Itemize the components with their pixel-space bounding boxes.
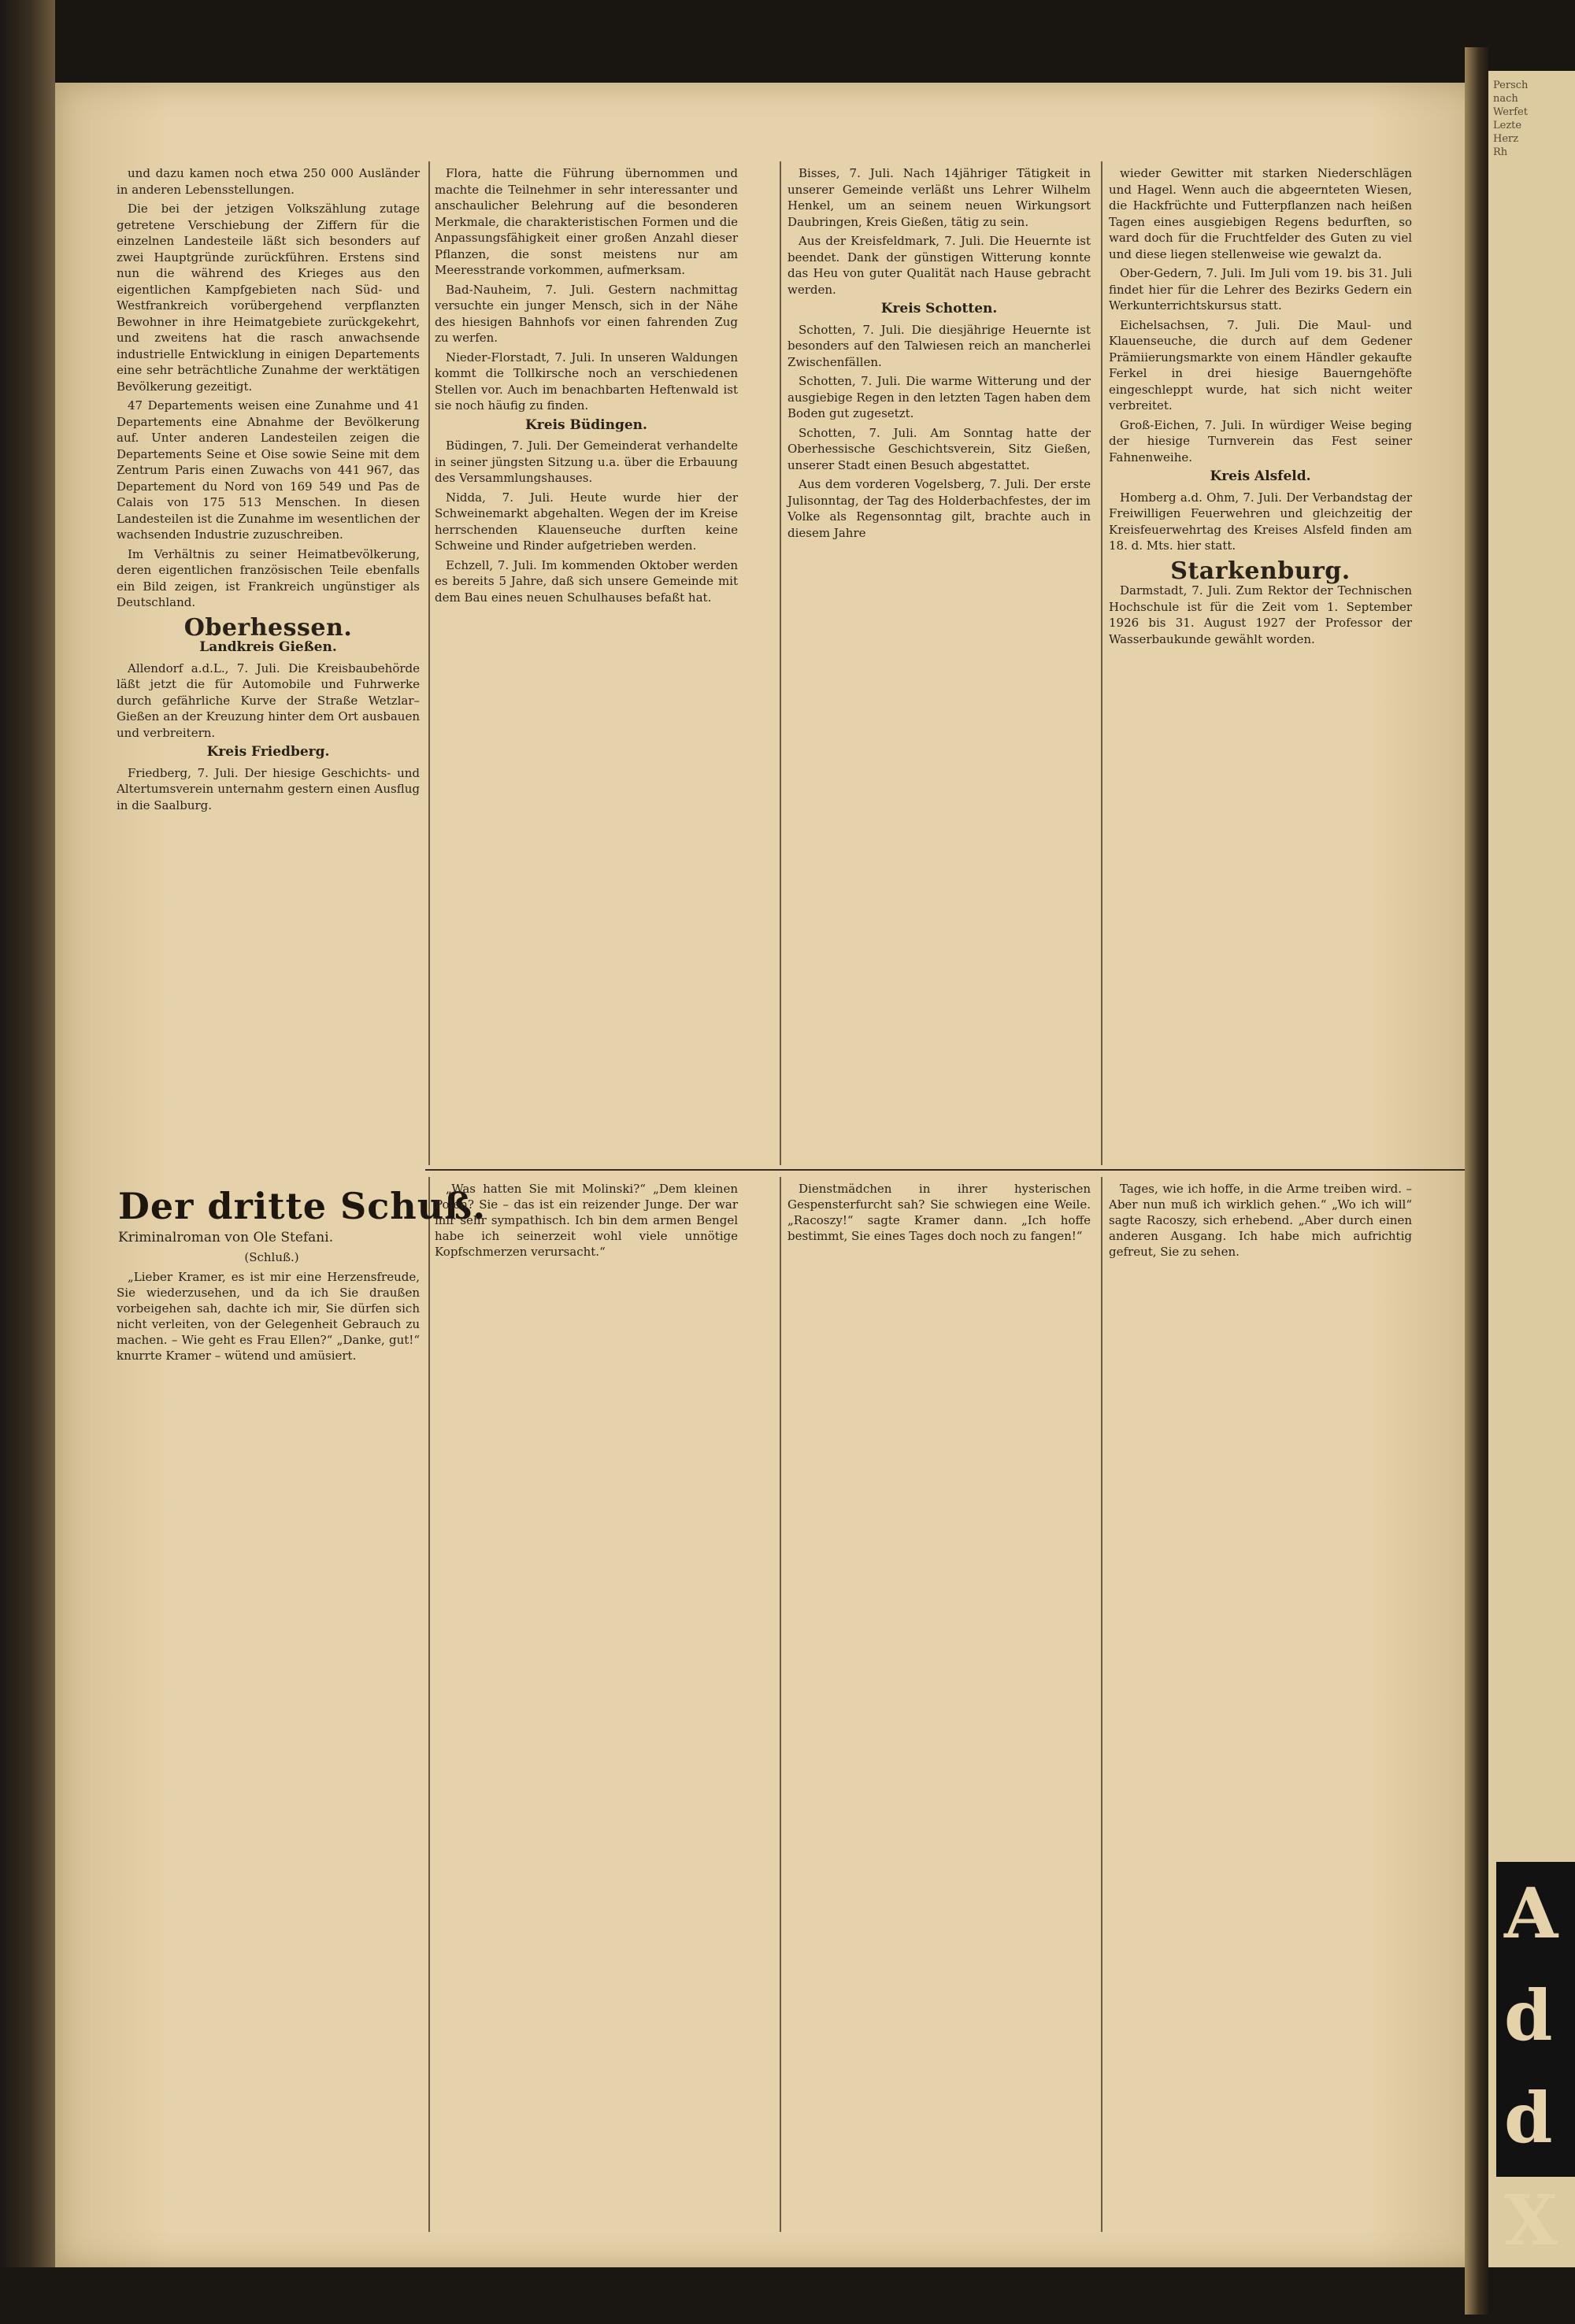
article-paragraph: Im Verhältnis zu seiner Heimatbevölkerung, deren eigentlichen französischen Teile ebenfalls ein Bild zeigen, ist Frankreich ungünstiger als Deutschland. xyxy=(117,546,420,609)
scan-background-left xyxy=(0,0,55,2324)
adjacent-page-advert-block xyxy=(1496,1862,1575,2261)
novel-column-4 xyxy=(1109,1181,1412,1262)
page-binding xyxy=(1465,47,1488,2315)
district-heading: Kreis Schotten. xyxy=(880,301,998,316)
article-paragraph: Allendorf a.d.L., 7. Juli. Die Kreisbaubehörde läßt jetzt die für Automobile und Fuhrwerke durch gefährliche Kurve der Straße Wetzlar–Gießen an der Kreuzung hinter dem Ort ausbauen und verbreitern. xyxy=(117,661,420,740)
adjacent-page-advert-letters: A d d X xyxy=(1504,1872,1558,2261)
article-paragraph: Friedberg, 7. Juli. Der hiesige Geschichts- und Altertumsverein unternahm gestern einen Ausflug in die Saalburg. xyxy=(117,765,420,812)
article-paragraph: Schotten, 7. Juli. Die warme Witterung und der ausgiebige Regen in den letzten Tagen haben dem Boden gut zugesetzt. xyxy=(788,374,1091,420)
column-rule xyxy=(780,1177,781,2232)
scan-background-bottom xyxy=(0,2267,1575,2324)
novel-conclusion-note: (Schluß.) xyxy=(244,1250,299,1264)
novel-paragraph: Tages, wie ich hoffe, in die Arme treiben wird. – Aber nun muß ich wirklich gehen.“ „Wo ich will“ sagte Racoszy, sich erhebend. „Aber durch einen anderen Ausgang. Ich habe mich aufrichtig gefreut, Sie zu sehen. xyxy=(1109,1182,1412,1259)
article-column-4 xyxy=(1109,165,1412,650)
scan-background-top xyxy=(0,0,1575,83)
article-paragraph: Nieder-Florstadt, 7. Juli. In unseren Waldungen kommt die Tollkirsche noch an verschiedenen Stellen vor. Auch im benachbarten Heftenwald ist sie noch häufig zu finden. xyxy=(435,350,738,413)
article-paragraph: und dazu kamen noch etwa 250 000 Ausländer in anderen Lebensstellungen. xyxy=(117,166,420,197)
column-rule xyxy=(1101,1177,1102,2232)
novel-column-1 xyxy=(117,1269,420,1366)
novel-title: Der dritte Schuß. xyxy=(118,1185,487,1227)
district-heading: Kreis Alsfeld. xyxy=(1210,468,1311,484)
novel-column-2 xyxy=(435,1181,738,1262)
article-paragraph: Nidda, 7. Juli. Heute wurde hier der Schweinemarkt abgehalten. Wegen der im Kreise herrschenden Klauenseuche durften keine Schweine und Rinder aufgetrieben werden. xyxy=(435,490,738,553)
article-column-3 xyxy=(788,165,1091,544)
district-heading: Landkreis Gießen. xyxy=(199,639,337,655)
district-heading: Kreis Friedberg. xyxy=(206,744,330,760)
article-paragraph: Groß-Eichen, 7. Juli. In würdiger Weise beging der hiesige Turnverein das Fest seiner Fahnenweihe. xyxy=(1109,417,1412,464)
column-rule xyxy=(428,161,430,1165)
novel-paragraph: „Was hatten Sie mit Molinski?“ „Dem kleinen Polen? Sie – das ist ein reizender Junge. Der war mir sehr sympathisch. Ich bin dem armen Bengel habe ich seinerzeit wohl viele unnötige Kopfschmerzen verursacht.“ xyxy=(435,1182,738,1259)
article-paragraph: Echzell, 7. Juli. Im kommenden Oktober werden es bereits 5 Jahre, daß sich unsere Gemeinde mit dem Bau eines neuen Schulhauses befaßt hat. xyxy=(435,557,738,605)
article-paragraph: Bad-Nauheim, 7. Juli. Gestern nachmittag versuchte ein junger Mensch, sich in der Nähe des hiesigen Bahnhofs vor einen fahrenden Zug zu werfen. xyxy=(435,282,738,345)
district-heading: Kreis Büdingen. xyxy=(525,416,647,433)
column-rule xyxy=(780,161,781,1165)
column-rule xyxy=(428,1177,430,2232)
adjacent-page-fragment xyxy=(1488,71,1575,2267)
article-paragraph: wieder Gewitter mit starken Niederschlägen und Hagel. Wenn auch die abgeernteten Wiesen, die Hackfrüchte und Futterpflanzen nach heißen Tagen eines ausgiebigen Regens bedurften, so ward doch für die Fruchtfelder des Guten zu viel und diese liegen stellenweise wie gewalzt da. xyxy=(1109,166,1412,261)
novel-paragraph: „Lieber Kramer, es ist mir eine Herzensfreude, Sie wiederzusehen, und da ich Sie draußen vorbeigehen sah, dachte ich mir, Sie dürfen sich nicht verleiten, von der Gelegenheit Gebrauch zu machen. – Wie geht es Frau Ellen?“ „Danke, gut!“ knurrte Kramer – wütend und amüsiert. xyxy=(117,1270,420,1363)
article-paragraph: Eichelsachsen, 7. Juli. Die Maul- und Klauenseuche, die durch auf dem Gedener Prämiierungsmarkte von einem Händler gekaufte Ferkel in drei hiesige Bauerngehöfte eingeschleppt wurde, hat sich nicht weiter verbreitet. xyxy=(1109,317,1412,413)
article-paragraph: Schotten, 7. Juli. Die diesjährige Heuernte ist besonders auf den Talwiesen reich an mancherlei Zwischenfällen. xyxy=(788,322,1091,369)
article-paragraph: Die bei der jetzigen Volkszählung zutage getretene Verschiebung der Ziffern für die einzelnen Landesteile läßt sich besonders auf zwei Hauptgründe zurückführen. Erstens sind nun die während des Krieges aus den eigentlichen Kampfgebieten nach Süd- und Westfrankreich vorübergehend verpflanzten Bewohner in ihre Heimatgebiete zurückgekehrt, und zweitens hat die rasch anwachsende industrielle Entwicklung in einigen Departements eine sehr beträchtliche Zunahme der werktätigen Bevölkerung gezeitigt. xyxy=(117,202,420,394)
article-paragraph: 47 Departements weisen eine Zunahme und 41 Departements eine Abnahme der Bevölkerung auf. Unter anderen Landesteilen zeigen die Departements Seine et Oise sowie Seine mit dem Zentrum Paris einen Zuwachs von 441 967, das Departement du Nord von 169 549 und Pas de Calais von 175 513 Menschen. In diesen Landesteilen ist die Zunahme im wesentlichen der wachsenden Industrie zuzuschreiben. xyxy=(117,398,420,542)
adjacent-page-text: Persch nach Werfet Lezte Herz Rh xyxy=(1493,80,1529,158)
novel-column-3 xyxy=(788,1181,1091,1246)
article-paragraph: Aus dem vorderen Vogelsberg, 7. Juli. Der erste Julisonntag, der Tag des Holderbachfestes, der im Volke als Regensonntag gilt, brachte auch in diesem Jahre xyxy=(788,477,1091,540)
novel-byline: Kriminalroman von Ole Stefani. xyxy=(118,1230,334,1245)
article-paragraph: Aus der Kreisfeldmark, 7. Juli. Die Heuernte ist beendet. Dank der günstigen Witterung konnte das Heu von guter Qualität nach Hause gebracht werden. xyxy=(788,234,1091,297)
article-paragraph: Ober-Gedern, 7. Juli. Im Juli vom 19. bis 31. Juli findet hier für die Lehrer des Bezirks Gedern ein Werkunterrichtskursus statt. xyxy=(1109,266,1412,313)
article-paragraph: Bisses, 7. Juli. Nach 14jähriger Tätigkeit in unserer Gemeinde verläßt uns Lehrer Wilhelm Henkel, um an seinem neuen Wirkungsort Daubringen, Kreis Gießen, tätig zu sein. xyxy=(788,166,1091,229)
column-rule xyxy=(1101,161,1102,1165)
novel-paragraph: Dienstmädchen in ihrer hysterischen Gespensterfurcht sah? Sie schwiegen eine Weile. „Racoszy!“ sagte Kramer dann. „Ich hoffe bestimmt, Sie eines Tages doch noch zu fangen!“ xyxy=(788,1182,1091,1243)
article-paragraph: Darmstadt, 7. Juli. Zum Rektor der Technischen Hochschule ist für die Zeit vom 1. September 1926 bis 31. August 1927 der Professor der Wasserbaukunde gewählt worden. xyxy=(1109,583,1412,646)
section-divider xyxy=(425,1169,1465,1171)
article-column-2 xyxy=(435,165,738,609)
article-column-1 xyxy=(117,165,420,816)
article-paragraph: Homberg a.d. Ohm, 7. Juli. Der Verbandstag der Freiwilligen Feuerwehren und gleichzeitig der Kreisfeuerwehrtag des Kreises Alsfeld finden am 18. d. Mts. hier statt. xyxy=(1109,490,1412,553)
article-paragraph: Flora, hatte die Führung übernommen und machte die Teilnehmer in sehr interessanter und anschaulicher Belehrung auf die besonderen Merkmale, die charakteristischen Formen und die Anpassungsfähigkeit einer großen Anzahl dieser Pflanzen, die sonst meistens nur am Meeresstrande vorkommen, aufmerksam. xyxy=(435,166,738,277)
article-paragraph: Schotten, 7. Juli. Am Sonntag hatte der Oberhessische Geschichtsverein, Sitz Gießen, unserer Stadt einen Besuch abgestattet. xyxy=(788,425,1091,472)
region-heading: Starkenburg. xyxy=(1170,557,1351,585)
region-heading: Oberhessen. xyxy=(183,613,353,642)
article-paragraph: Büdingen, 7. Juli. Der Gemeinderat verhandelte in seiner jüngsten Sitzung u.a. über die Erbauung des Versammlungshauses. xyxy=(435,439,738,485)
